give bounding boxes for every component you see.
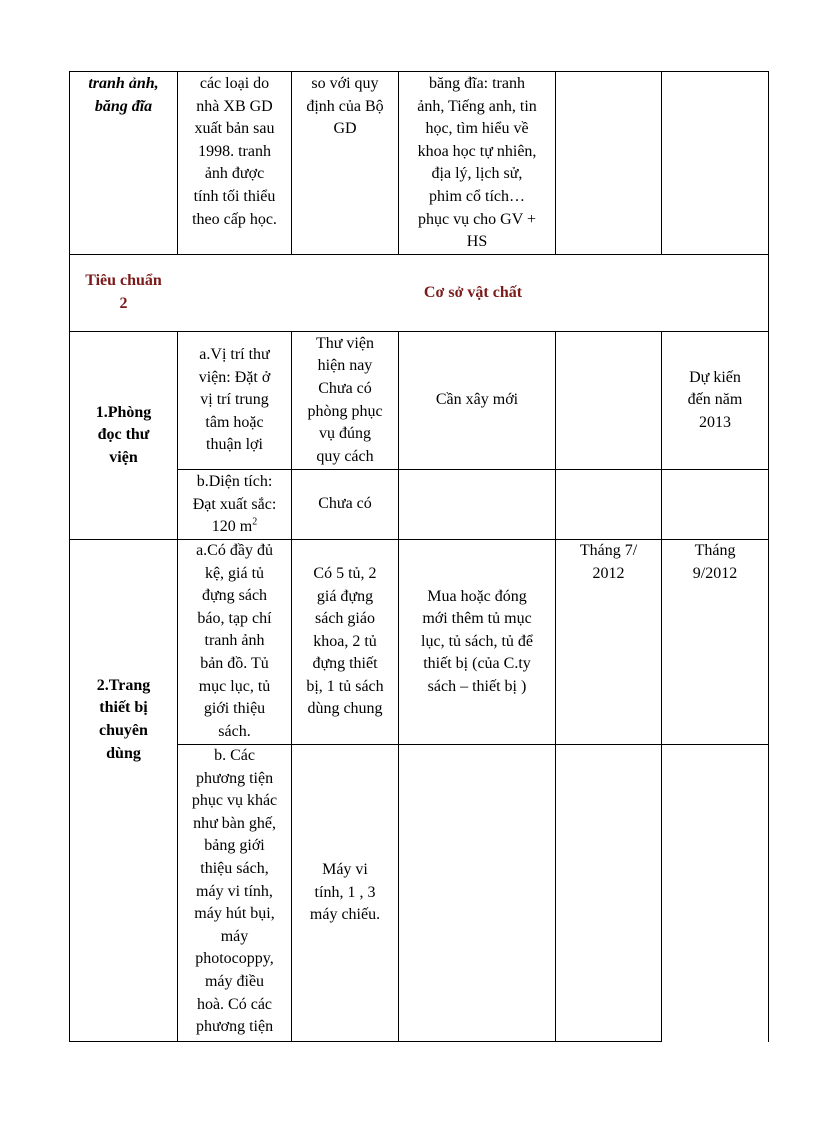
library-area-line3 (178, 516, 291, 539)
table-column-divider (555, 331, 556, 1042)
equipment-other-status: Máy vi tính, 1 , 3 máy chiếu. (309, 861, 381, 924)
standard-title: Cơ sở vật chất (423, 283, 523, 301)
library-area-status: Chưa có (318, 495, 372, 513)
table-row-divider (177, 469, 769, 470)
equipment-shelves-end: Tháng 9/2012 (692, 542, 738, 582)
library-area-line2: Đạt xuất sắc: (192, 495, 277, 513)
equipment-shelves-status: Có 5 tủ, 2 giá đựng sách giáo khoa, 2 tủ đựng thiết bị, 1 tủ sách dùng chung (306, 564, 384, 718)
row0-criterion-cell: các loại do nhà XB GD xuất bản sau 1998. tranh ảnh được tính tối thiểu theo cấp học. (192, 75, 277, 228)
library-location-status: Thư viện hiện nay Chưa có phòng phục vụ đúng quy cách (307, 334, 383, 465)
table-border-top (69, 71, 769, 72)
equipment-shelves-criterion: a.Có đầy đủ kệ, giá tủ đựng sách báo, tạp chí tranh ảnh bản đồ. Tủ mục lục, tủ giới thiệu sách. (196, 542, 273, 740)
library-area-line1: b.Diện tích: (196, 473, 273, 490)
library-location-criterion: a.Vị trí thư viện: Đặt ở vị trí trung tâm hoặc thuận lợi (198, 346, 271, 454)
library-location-expected: Dự kiến đến năm 2013 (687, 368, 743, 431)
table-column-divider (661, 71, 662, 255)
library-room-label: 1.Phòng đọc thư viện (95, 403, 152, 466)
row0-action-cell: băng đĩa: tranh ảnh, Tiếng anh, tin học, tìm hiểu về khoa học tự nhiên, địa lý, lịch sử, phim cổ tích… phục vụ cho GV + HS (417, 75, 537, 251)
table-border-right (768, 71, 769, 1042)
library-area-value: 120 m (211, 518, 253, 536)
equipment-shelves-action: Mua hoặc đóng mới thêm tủ mục lục, tủ sách, tủ để thiết bị (của C.ty sách – thiết bị ) (421, 587, 533, 695)
library-location-action: Cần xây mới (435, 391, 519, 409)
table-column-divider (555, 71, 556, 255)
library-area-criterion (178, 471, 291, 539)
equipment-label: 2.Trang thiết bị chuyên dùng (96, 676, 151, 762)
row0-category-cell: tranh ảnh, băng đĩa (88, 75, 159, 115)
standard-label: Tiêu chuẩn 2 (85, 272, 162, 312)
table-border-bottom (69, 1041, 662, 1042)
row0-status-cell: so với quy định của Bộ GD (306, 75, 384, 138)
library-area-exponent: 2 (252, 516, 258, 528)
equipment-other-criterion: b. Các phương tiện phục vụ khác như bàn ghế, bảng giới thiệu sách, máy vi tính, máy hút bụi, máy photocoppy, máy điều hoà. Có các phương tiện (191, 747, 278, 1036)
equipment-shelves-start: Tháng 7/ 2012 (579, 542, 638, 582)
